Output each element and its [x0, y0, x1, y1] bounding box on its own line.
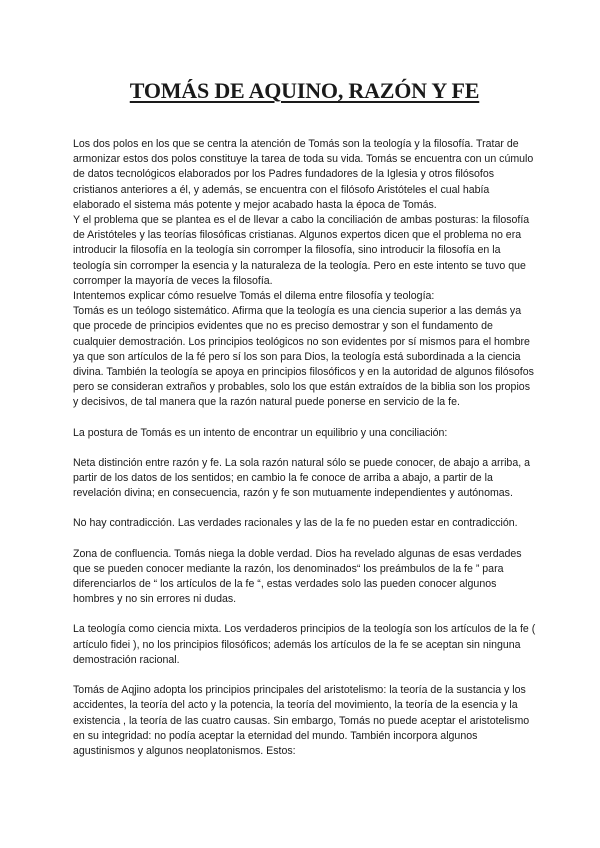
paragraph-zona-confluencia: Zona de confluencia. Tomás niega la doble verdad. Dios ha revelado algunas de esas verdades que se pueden conocer mediante la razón, los denominados“ los preámbulos de la fe ” para diferenciarlos de “ los artículos de la fe “, estas verdades solo las pueden conocer algunos hombres y no sin errores ni dudas.: [73, 547, 522, 606]
paragraph-postura: La postura de Tomás es un intento de encontrar un equilibrio y una conciliación:: [73, 426, 448, 439]
paragraph-problem: Y el problema que se plantea es el de llevar a cabo la conciliación de ambas posturas: la filosofía de Aristóteles y las teorías filosóficas cristianas. Algunos expertos dicen que el problema no era introducir la filosofía en la teología sin corromper la filosofía, sino introducir la filosofía en la teología sin corromper la esencia y la naturaleza de la teología. Pero en este intento se tuvo que corromper la mayoría de veces la filosofía.: [73, 214, 530, 287]
paragraph-no-contradiccion: No hay contradicción. Las verdades racionales y las de la fe no pueden estar en contradicción.: [73, 517, 518, 530]
paragraph-aristotelismo: Tomás de Aqjino adopta los principios principales del aristotelismo: la teoría de la sustancia y los accidentes, la teoría del acto y la potencia, la teoría del movimiento, la teoría de la esencia y la existencia , la teoría de las cuatro causas. Sin embargo, Tomás no puede aceptar el aristotelismo en su integridad: no podía aceptar la eternidad del mundo. También incorpora algunos agustinismos y algunos neoplatonismos. Estos:: [73, 684, 530, 757]
paragraph-dilemma: Intentemos explicar cómo resuelve Tomás el dilema entre filosofía y teología:: [73, 290, 435, 303]
paragraph-distincion: Neta distinción entre razón y fe. La sola razón natural sólo se puede conocer, de abajo a arriba, a partir de los datos de los sentidos; en cambio la fe conoce de arriba a abajo, a partir de la revelación divina; en consecuencia, razón y fe son mutuamente independientes y autónomas.: [73, 456, 530, 500]
paragraph-systematic-theologian: Tomás es un teólogo sistemático. Afirma que la teología es una ciencia superior a las demás ya que procede de principios evidentes que no es preciso demostrar y son el fundamento de cualquier demostración. Los principios teológicos no son evidentes por sí mismos para el hombre ya que son artículos de la fé pero sí los son para Dios, la teología está subordinada a la ciencia divina. También la teología se apoya en principios filosóficos y en la autoridad de algunos filósofos pero se consideran extraños y probables, solo los que están extraídos de la biblia son los propios y decisivos, de tal manera que la razón natural puede ponerse en servicio de la fe.: [73, 305, 534, 409]
document-title: TOMÁS DE AQUINO, RAZÓN Y FE: [129, 78, 480, 103]
paragraph-intro: Los dos polos en los que se centra la atención de Tomás son la teología y la filosofía. Tratar de armonizar estos dos polos constituye la tarea de toda su vida. Tomás se encuentra con un cúmulo de datos tecnológicos elaborados por los Padres fundadores de la Iglesia y otros filósofos cristianos anteriores a él, y además, se encuentra con el filósofo Aristóteles el cual había elaborado el sistema más potente y mejor acabado hasta la época de Tomás.: [73, 138, 534, 211]
paragraph-ciencia-mixta: La teología como ciencia mixta. Los verdaderos principios de la teología son los artículos de la fe ( artículo fidei ), no los principios filosóficos; además los artículos de la fe se aceptan sin ninguna demostración racional.: [73, 623, 536, 666]
